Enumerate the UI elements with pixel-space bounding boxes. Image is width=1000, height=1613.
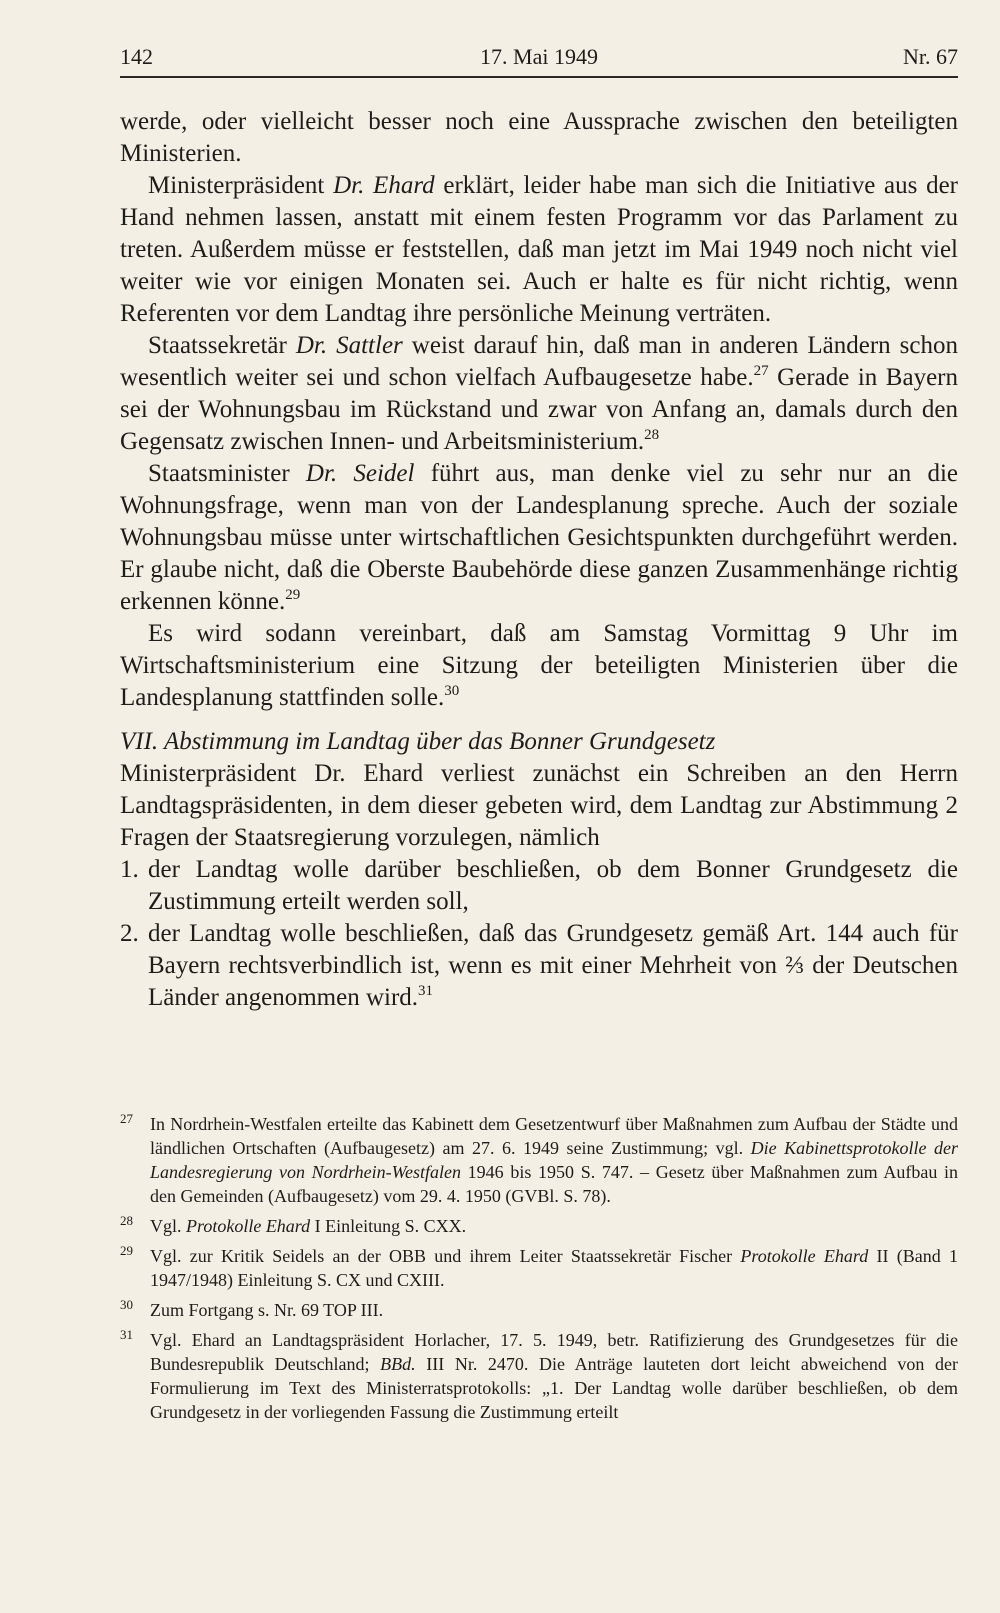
footnote-text-run: In Nordrhein-Westfalen erteilte das Kabinett dem Gesetzentwurf über Maßnahmen zum Aufbau der Städte und ländlichen Ortschaften (Aufbaugesetz) am 27. 6. 1949 seine Zustimmung; vgl. xyxy=(150,1114,958,1158)
footnote xyxy=(120,1112,958,1208)
text-run: erklärt, leider habe man sich die Initiative aus der Hand nehmen lassen, anstatt mit einem festen Programm vor das Parlament zu treten. Außerdem müsse er feststellen, daß man jetzt im Mai 1949 noch nicht viel weiter wie vor einigen Monaten sei. Auch er halte es für nicht richtig, wenn Referenten vor dem Landtag ihre persönliche Meinung verträten. xyxy=(120,172,959,327)
speaker-name: Dr. Ehard xyxy=(333,172,435,199)
document-number: Nr. 67 xyxy=(903,44,958,69)
text-run: Staatsminister xyxy=(148,460,306,487)
footnote-text xyxy=(150,1214,958,1238)
text-run: Ministerpräsident xyxy=(148,172,334,199)
speaker-name: Dr. Seidel xyxy=(305,460,415,487)
list-text: der Landtag wolle darüber beschließen, ob dem Bonner Grundgesetz die Zustimmung erteilt werden soll, xyxy=(148,856,958,915)
paragraph xyxy=(120,330,958,458)
main-text xyxy=(120,106,958,1014)
footnote-text xyxy=(150,1298,958,1322)
footnote-text xyxy=(150,1244,958,1292)
footnote-text xyxy=(150,1112,958,1208)
list-text: der Landtag wolle beschließen, daß das Grundgesetz gemäß Art. 144 auch für Bayern rechtsverbindlich ist, wenn es mit einer Mehrheit von ⅔ der Deutschen Länder angenommen wird. xyxy=(148,920,958,1011)
header-date: 17. Mai 1949 xyxy=(480,44,598,69)
paragraph: werde, oder vielleicht besser noch eine Aussprache zwischen den beteiligten Ministerien. xyxy=(120,108,958,167)
text-run: Es wird sodann vereinbart, daß am Samstag Vormittag 9 Uhr im Wirtschaftsministerium eine Sitzung der beteiligten Ministerien über die Landesplanung stattfinden solle. xyxy=(120,620,958,711)
footnote-number: 29 xyxy=(120,1243,133,1258)
list-number: 1. xyxy=(120,856,139,883)
footnote-text-run: 1946 bis 1950 S. 747. – Gesetz über Maßnahmen zum Aufbau in den Gemeinden (Aufbaugesetz) vom 29. 4. 1950 (GVBl. S. 78). xyxy=(150,1162,958,1206)
paragraph xyxy=(120,170,958,330)
footnote-text-run: Vgl. Ehard an Landtagspräsident Horlacher, 17. 5. 1949, betr. Ratifizierung des Grundgesetzes für die Bundesrepublik Deutschland; xyxy=(150,1330,958,1374)
footnote-text-run: Vgl. zur Kritik Seidels an der OBB und ihrem Leiter Staatssekretär Fischer xyxy=(150,1246,741,1266)
section-heading: VII. Abstimmung im Landtag über das Bonner Grundgesetz xyxy=(120,728,716,755)
footnote-text-run: III Nr. 2470. Die Anträge lauteten dort leicht abweichend von der Formulierung im Text des Ministerratsprotokolls: „1. Der Landtag wolle darüber beschließen, ob dem Grundgesetz in der vorliegenden Fassung die Zustimmung erteilt xyxy=(150,1354,958,1422)
footnote-italic-run: Protokolle Ehard xyxy=(740,1246,869,1266)
numbered-list xyxy=(120,854,958,1014)
footnote-number: 27 xyxy=(120,1111,133,1126)
footnote-ref[interactable]: 31 xyxy=(418,983,434,999)
list-item xyxy=(120,918,958,1014)
list-item xyxy=(120,854,958,918)
footnote-ref[interactable]: 30 xyxy=(444,683,460,699)
footnote-text-run: I Einleitung S. CXX. xyxy=(310,1216,467,1236)
footnote xyxy=(120,1298,958,1322)
page-number: 142 xyxy=(120,44,153,69)
footnote-italic-run: BBd. xyxy=(380,1354,416,1374)
text-run: Staatssekretär xyxy=(148,332,296,359)
footnote-italic-run: Protokolle Ehard xyxy=(186,1216,311,1236)
text-run: führt aus, man denke viel zu sehr nur an die Wohnungsfrage, wenn man von der Landesplanung spreche. Auch der soziale Wohnungsbau müsse unter wirtschaftlichen Gesichtspunkten durchgeführt werden. Er glaube nicht, daß die Oberste Baubehörde diese ganzen Zusammenhänge richtig erkennen könne. xyxy=(120,460,958,615)
footnote-text-run: Zum Fortgang s. Nr. 69 TOP III. xyxy=(150,1300,384,1320)
footnote xyxy=(120,1214,958,1238)
speaker-name: Dr. Sattler xyxy=(295,332,403,359)
footnote-ref[interactable]: 29 xyxy=(285,587,301,603)
footnote-ref[interactable]: 28 xyxy=(644,427,660,443)
footnote-text-run: Vgl. xyxy=(150,1216,186,1236)
footnote-text xyxy=(150,1328,958,1424)
running-header xyxy=(120,42,958,78)
footnote xyxy=(120,1244,958,1292)
paragraph xyxy=(120,618,958,714)
paragraph xyxy=(120,458,958,618)
footnote-number: 28 xyxy=(120,1213,133,1228)
footnotes xyxy=(120,1112,958,1430)
paragraph: Ministerpräsident Dr. Ehard verliest zunächst ein Schreiben an den Herrn Landtagspräsidenten, in dem dieser gebeten wird, dem Landtag zur Abstimmung 2 Fragen der Staatsregierung vorzulegen, nämlich xyxy=(120,760,958,851)
footnote-number: 30 xyxy=(120,1297,133,1312)
text-run: Gerade in Bayern sei der Wohnungsbau im Rückstand und zwar von Anfang an, damals durch den Gegensatz zwischen Innen- und Arbeitsministerium. xyxy=(120,364,958,455)
footnote-italic-run: Die Kabinettsprotokolle der Landesregierung von Nordrhein-Westfalen xyxy=(150,1138,958,1182)
footnote xyxy=(120,1328,958,1424)
list-number: 2. xyxy=(120,920,139,947)
footnote-text-run: II (Band 1 1947/1948) Einleitung S. CX und CXIII. xyxy=(150,1246,958,1290)
text-run: weist darauf hin, daß man in anderen Ländern schon wesentlich weiter sei und schon vielfach Aufbaugesetze habe. xyxy=(120,332,958,391)
footnote-number: 31 xyxy=(120,1327,133,1342)
footnote-ref[interactable]: 27 xyxy=(753,363,769,379)
